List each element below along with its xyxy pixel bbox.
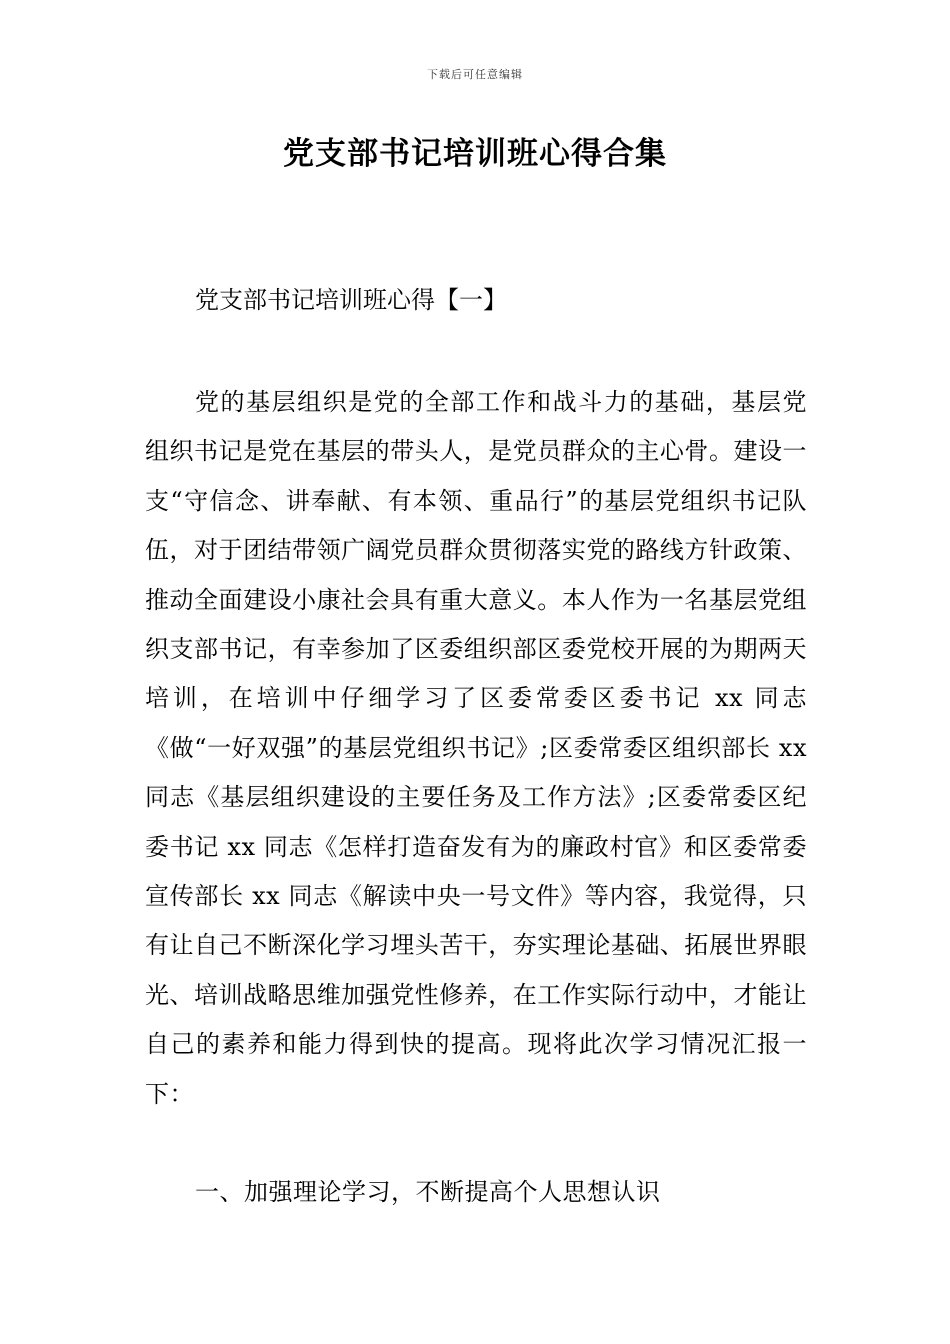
header-note: 下载后可任意编辑 (427, 68, 523, 81)
sub-heading: 一、加强理论学习，不断提高个人思想认识 (195, 1178, 661, 1206)
body-paragraph: 党的基层组织是党的全部工作和战斗力的基础，基层党组织书记是党在基层的带头人，是党员群众的主心骨。建设一支“守信念、讲奉献、有本领、重品行”的基层党组织书记队伍，对于团结带领广阔党员群众贯彻落实党的路线方针政策、推动全面建设小康社会具有重大意义。本人作为一名基层党组织支部书记，有幸参加了区委组织部区委党校开展的为期两天培训，在培训中仔细学习了区委常委区委书记 xx 同志《做“一好双强”的基层党组织书记》;区委常委区组织部长 xx 同志《基层组织建设的主要任务及工作方法》;区委常委区纪委书记 xx 同志《怎样打造奋发有为的廉政村官》和区委常委宣传部长 xx 同志《解读中央一号文件》等内容，我觉得，只有让自己不断深化学习埋头苦干，夯实理论基础、拓展世界眼光、培训战略思维加强党性修养，在工作实际行动中，才能让自己的素养和能力得到快的提高。现将此次学习情况汇报一下： (145, 388, 807, 1108)
document-title: 党支部书记培训班心得合集 (283, 136, 667, 172)
section-heading: 党支部书记培训班心得【一】 (195, 286, 507, 314)
